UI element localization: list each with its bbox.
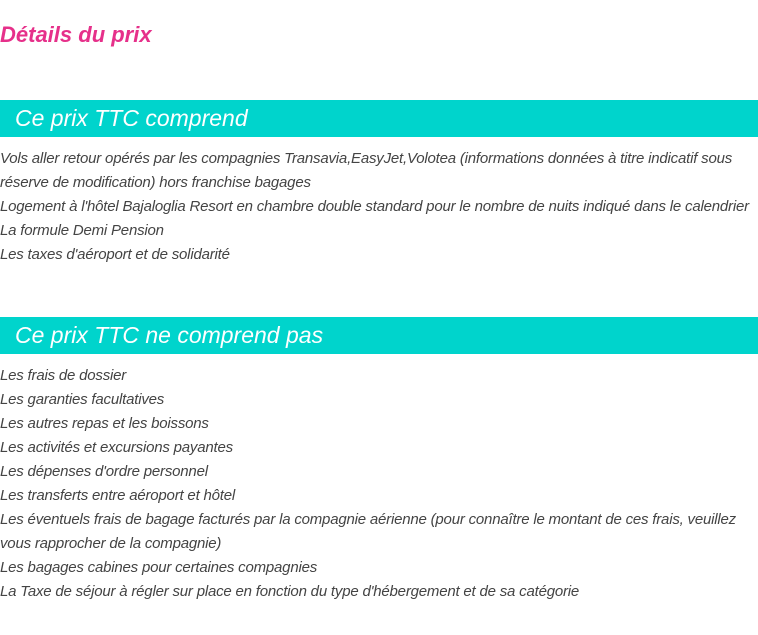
- list-item: Les garanties facultatives: [0, 391, 165, 408]
- included-list: [0, 137, 758, 267]
- list-item: Logement à l'hôtel Bajaloglia Resort en chambre double standard pour le nombre de nuits indiqué dans le calendrier: [0, 198, 749, 215]
- list-item: Les autres repas et les boissons: [0, 415, 209, 432]
- list-item: La Taxe de séjour à régler sur place en fonction du type d'hébergement et de sa catégorie: [0, 583, 580, 600]
- included-section: [0, 100, 758, 267]
- included-heading: Ce prix TTC comprend: [0, 100, 758, 137]
- list-item: Vols aller retour opérés par les compagnies Transavia,EasyJet,Volotea (informations données à titre indicatif sous réserve de modification) hors franchise bagages: [0, 150, 733, 191]
- list-item: Les activités et excursions payantes: [0, 439, 233, 456]
- page-title: Détails du prix: [0, 22, 152, 47]
- list-item: Les frais de dossier: [0, 367, 127, 384]
- list-item: La formule Demi Pension: [0, 222, 164, 239]
- list-item: Les éventuels frais de bagage facturés par la compagnie aérienne (pour connaître le montant de ces frais, veuillez vous rapprocher de la compagnie): [0, 511, 736, 552]
- excluded-section: [0, 317, 758, 604]
- list-item: Les taxes d'aéroport et de solidarité: [0, 246, 230, 263]
- excluded-list: [0, 354, 758, 604]
- list-item: Les bagages cabines pour certaines compagnies: [0, 559, 318, 576]
- list-item: Les transferts entre aéroport et hôtel: [0, 487, 236, 504]
- excluded-heading: Ce prix TTC ne comprend pas: [0, 317, 758, 354]
- list-item: Les dépenses d'ordre personnel: [0, 463, 208, 480]
